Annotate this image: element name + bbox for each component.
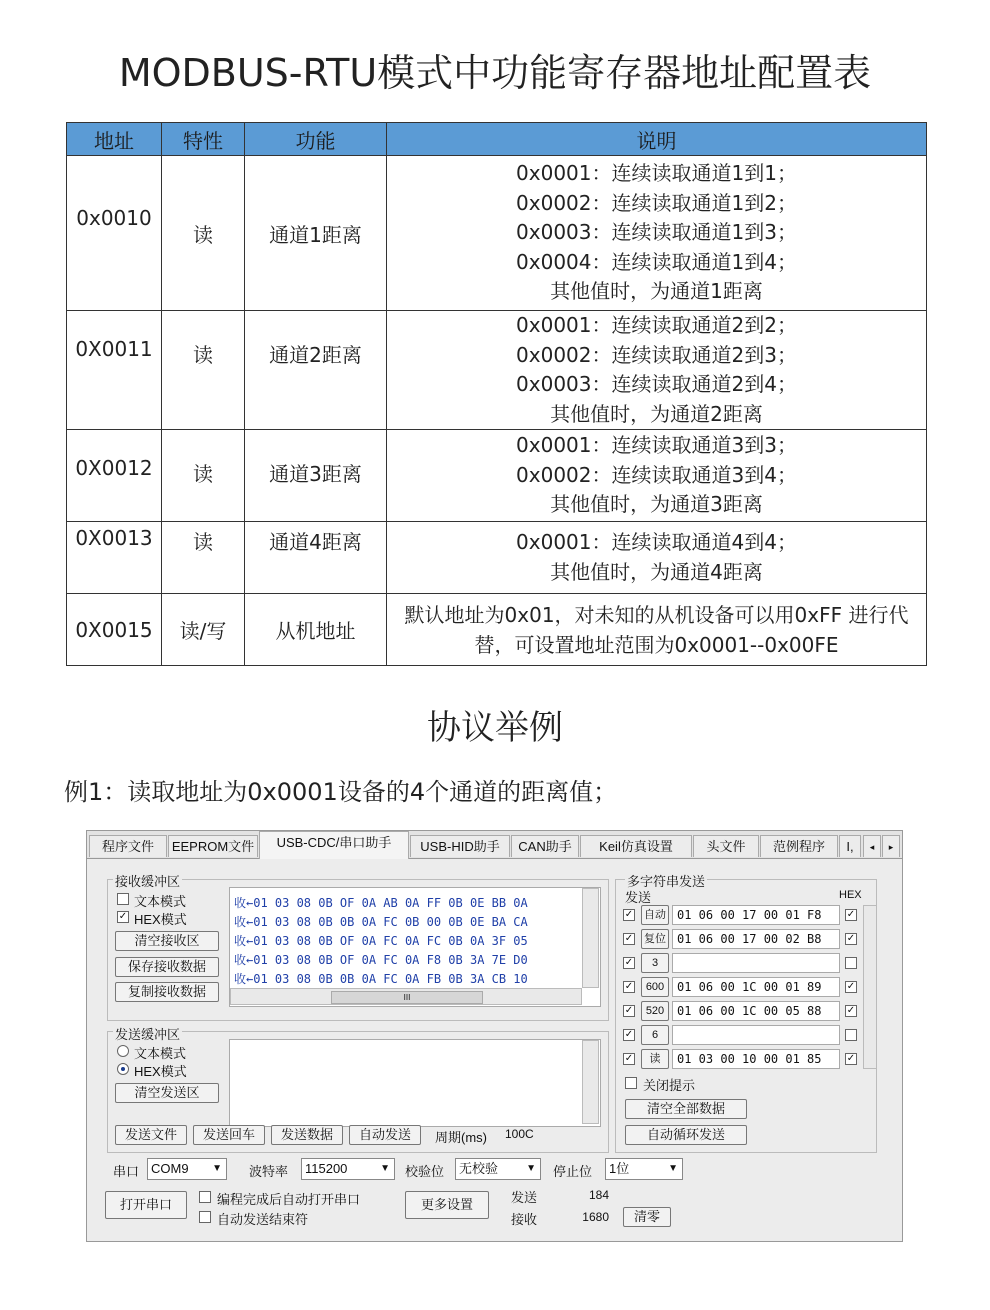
multi-row-input[interactable]: 01 06 00 1C 00 01 89	[672, 977, 840, 997]
send-group-label: 发送缓冲区	[113, 1024, 182, 1043]
multi-row-checkbox[interactable]: ✓	[624, 981, 634, 992]
table-row	[67, 522, 927, 594]
send-vscrollbar[interactable]	[582, 1040, 599, 1124]
send-textarea[interactable]	[229, 1039, 601, 1127]
recv-hex-mode-label: HEX模式	[134, 912, 187, 927]
multi-row-hex-checkbox[interactable]: ✓	[846, 981, 856, 992]
recv-count-value: 1680	[582, 1210, 609, 1224]
close-tip-checkbox[interactable]	[625, 1077, 637, 1089]
recv-hex-mode-checkbox[interactable]: ✓	[118, 911, 128, 922]
multi-row-send-button[interactable]: 6	[641, 1025, 669, 1045]
cell-attribute: 读/写	[162, 594, 245, 666]
multi-row-input[interactable]	[672, 953, 840, 973]
header-address: 地址	[67, 123, 162, 156]
chevron-down-icon: ▼	[526, 1163, 536, 1174]
table-row	[67, 430, 927, 522]
multi-row-send-button[interactable]: 520	[641, 1001, 669, 1021]
cell-address: 0x0010	[67, 156, 162, 311]
cell-function: 通道4距离	[245, 522, 387, 594]
auto-end-label: 自动发送结束符	[217, 1212, 309, 1227]
cell-address: 0X0012	[67, 430, 162, 522]
multi-row-checkbox[interactable]: ✓	[624, 1005, 634, 1016]
auto-send-button[interactable]: 自动发送	[349, 1125, 421, 1145]
send-return-button[interactable]: 发送回车	[193, 1125, 265, 1145]
desc-line: 其他值时，为通道3距离	[550, 492, 763, 517]
tab-scroll-left-icon[interactable]: ◂	[863, 835, 881, 857]
multi-row-checkbox[interactable]: ✓	[624, 1029, 634, 1040]
auto-open-label: 编程完成后自动打开串口	[217, 1192, 361, 1207]
multi-row-input[interactable]: 01 06 00 17 00 02 B8	[672, 929, 840, 949]
desc-line: 0x0004：连续读取通道1到4；	[516, 249, 797, 274]
desc-line: 0x0001：连续读取通道3到3；	[516, 433, 797, 458]
desc-line: 0x0003：连续读取通道2到4；	[516, 372, 797, 396]
recv-line: 收←01 03 08 0B OF 0A AB 0A FF 0B 0E BB 0A	[234, 896, 528, 910]
cell-description	[387, 430, 927, 522]
desc-line: 0x0001：连续读取通道4到4；	[516, 530, 797, 554]
cell-description	[387, 311, 927, 430]
stop-bits-label: 停止位	[553, 1164, 593, 1179]
clear-all-button[interactable]: 清空全部数据	[625, 1099, 747, 1119]
table-row	[67, 156, 927, 311]
cell-address: 0X0011	[67, 311, 162, 430]
cell-attribute: 读	[162, 522, 245, 594]
table-row	[67, 594, 927, 666]
tab-usb-cdc[interactable]: USB-CDC/串口助手	[259, 831, 409, 859]
send-hex-mode-label: HEX模式	[134, 1064, 187, 1079]
multi-row-hex-checkbox[interactable]	[845, 1029, 857, 1041]
cell-attribute: 读	[162, 311, 245, 430]
desc-text: 默认地址为0x01，对未知的从机设备可以用0xFF 进行代替，可设置地址范围为0x0001--0x00FE	[404, 602, 909, 657]
cell-address: 0X0013	[67, 522, 162, 594]
desc-line: 0x0002：连续读取通道1到2；	[516, 190, 797, 215]
header-description: 说明	[387, 123, 927, 156]
multi-row-send-button[interactable]: 复位	[641, 929, 669, 949]
header-attribute: 特性	[162, 123, 245, 156]
multi-row-hex-checkbox[interactable]: ✓	[846, 1053, 856, 1064]
period-value[interactable]: 100C	[505, 1127, 534, 1141]
serial-assistant-window	[86, 830, 903, 1242]
tab-examples[interactable]: 范例程序	[760, 835, 838, 857]
port-value: COM9	[151, 1161, 189, 1176]
recv-line: 收←01 03 08 0B OF 0A FC 0A FC 0B 0A 3F 05	[234, 934, 528, 948]
multi-row-send-button[interactable]: 读	[641, 1049, 669, 1069]
parity-label: 校验位	[405, 1164, 445, 1179]
cell-attribute: 读	[162, 156, 245, 311]
send-file-button[interactable]: 发送文件	[115, 1125, 187, 1145]
multi-row-hex-checkbox[interactable]: ✓	[846, 1005, 856, 1016]
header-function: 功能	[245, 123, 387, 156]
parity-select[interactable]	[455, 1158, 541, 1180]
send-data-button[interactable]: 发送数据	[271, 1125, 343, 1145]
multi-send-scrollbar[interactable]	[863, 905, 877, 1069]
tab-header-file[interactable]: 头文件	[693, 835, 759, 857]
desc-line: 0x0003：连续读取通道1到3；	[516, 220, 797, 245]
table-row	[67, 311, 927, 430]
multi-row-input[interactable]: 01 03 00 10 00 01 85	[672, 1049, 840, 1069]
auto-loop-send-button[interactable]: 自动循环发送	[625, 1125, 747, 1145]
parity-value: 无校验	[459, 1161, 499, 1176]
tab-scroll-right-icon[interactable]: ▸	[882, 835, 900, 857]
table-header-row	[67, 123, 927, 156]
multi-row-checkbox[interactable]: ✓	[624, 933, 634, 944]
desc-line: 0x0001：连续读取通道1到1；	[516, 161, 797, 186]
desc-line: 0x0002：连续读取通道3到4；	[516, 462, 797, 487]
multi-row-input[interactable]: 01 06 00 17 00 01 F8	[672, 905, 840, 925]
close-tip-label: 关闭提示	[643, 1078, 696, 1093]
tab-more[interactable]: I,	[839, 835, 861, 857]
clear-count-button[interactable]: 清零	[623, 1207, 671, 1227]
chevron-down-icon: ▼	[212, 1163, 222, 1174]
send-text-mode-radio[interactable]	[117, 1045, 129, 1057]
desc-line: 0x0001：连续读取通道2到2；	[516, 313, 797, 337]
sent-count-value: 184	[588, 1188, 609, 1202]
period-label: 周期(ms)	[435, 1130, 487, 1145]
multi-row-hex-checkbox[interactable]: ✓	[846, 909, 856, 920]
tab-usb-hid[interactable]: USB-HID助手	[410, 835, 510, 857]
auto-end-checkbox[interactable]	[199, 1211, 211, 1223]
stop-bits-select[interactable]	[605, 1158, 683, 1180]
recv-line: 收←01 03 08 0B 0B 0A FC 0B 00 0B 0E BA CA	[234, 915, 528, 929]
baud-label: 波特率	[249, 1164, 289, 1179]
multi-row-checkbox[interactable]: ✓	[624, 1053, 634, 1064]
multi-row-send-button[interactable]: 600	[641, 977, 669, 997]
clear-send-button[interactable]: 清空发送区	[115, 1083, 219, 1103]
tab-can[interactable]: CAN助手	[511, 835, 579, 857]
section-title: 协议举例	[427, 708, 563, 748]
recv-line: 收←01 03 08 0B 0B 0A FC 0A FB 0B 3A CB 10	[234, 972, 528, 986]
baud-value: 115200	[305, 1161, 348, 1176]
desc-line: 0x0002：连续读取通道2到3；	[516, 342, 797, 367]
multi-row-hex-checkbox[interactable]	[845, 957, 857, 969]
register-table	[66, 122, 927, 666]
multi-row-hex-checkbox[interactable]: ✓	[846, 933, 856, 944]
multi-row-checkbox[interactable]: ✓	[624, 957, 634, 968]
chevron-down-icon: ▼	[380, 1163, 390, 1174]
desc-line: 其他值时，为通道1距离	[550, 279, 763, 304]
cell-function: 通道2距离	[245, 311, 387, 430]
recv-line: 收←01 03 08 0B OF 0A FC 0A F8 0B 3A 7E D0	[234, 953, 528, 967]
tab-program-file[interactable]: 程序文件	[89, 835, 167, 857]
desc-line: 其他值时，为通道4距离	[550, 559, 763, 584]
multi-row-send-button[interactable]: 3	[641, 953, 669, 973]
multi-row-checkbox[interactable]: ✓	[624, 909, 634, 920]
cell-function: 从机地址	[245, 594, 387, 666]
send-text-mode-label: 文本模式	[134, 1046, 187, 1061]
multi-row-input[interactable]: 01 06 00 1C 00 05 88	[672, 1001, 840, 1021]
baud-select[interactable]	[301, 1158, 395, 1180]
open-port-button[interactable]: 打开串口	[105, 1191, 187, 1219]
cell-attribute: 读	[162, 430, 245, 522]
cell-description	[387, 594, 927, 666]
page-title: MODBUS-RTU模式中功能寄存器地址配置表	[118, 51, 872, 95]
cell-description	[387, 522, 927, 594]
desc-line: 其他值时，为通道2距离	[550, 401, 763, 426]
port-label: 串口	[113, 1164, 140, 1179]
save-recv-button[interactable]: 保存接收数据	[115, 957, 219, 977]
sent-count-label: 发送	[511, 1190, 538, 1205]
more-settings-button[interactable]: 更多设置	[405, 1191, 489, 1219]
recv-text-mode-label: 文本模式	[134, 894, 187, 909]
multi-row-input[interactable]	[672, 1025, 840, 1045]
tab-bar	[87, 831, 902, 859]
multi-row-send-button[interactable]: 自动	[641, 905, 669, 925]
recv-vscrollbar[interactable]	[582, 888, 599, 988]
recv-count-label: 接收	[511, 1212, 538, 1227]
chevron-down-icon: ▼	[668, 1163, 678, 1174]
recv-group-label: 接收缓冲区	[113, 871, 182, 890]
port-select[interactable]	[147, 1158, 227, 1180]
tab-keil-sim[interactable]: Keil仿真设置	[580, 835, 692, 857]
recv-hscroll-thumb[interactable]: III	[331, 991, 483, 1004]
stop-bits-value: 1位	[609, 1161, 630, 1176]
recv-hscrollbar[interactable]	[230, 988, 582, 1005]
recv-text-mode-checkbox[interactable]	[117, 893, 129, 905]
multi-send-group-label: 多字符串发送	[625, 871, 707, 890]
copy-recv-button[interactable]: 复制接收数据	[115, 982, 219, 1002]
cell-function: 通道3距离	[245, 430, 387, 522]
auto-open-checkbox[interactable]	[199, 1191, 211, 1203]
recv-textarea[interactable]	[229, 887, 601, 1007]
clear-recv-button[interactable]: 清空接收区	[115, 931, 219, 951]
multi-send-col-hex: HEX	[839, 889, 862, 901]
example-text: 例1：读取地址为0x0001设备的4个通道的距离值；	[64, 778, 618, 806]
cell-function: 通道1距离	[245, 156, 387, 311]
tab-eeprom-file[interactable]: EEPROM文件	[168, 835, 258, 857]
send-hex-mode-radio[interactable]	[117, 1063, 129, 1075]
cell-address: 0X0015	[67, 594, 162, 666]
multi-send-col-send: 发送	[625, 890, 652, 905]
cell-description	[387, 156, 927, 311]
